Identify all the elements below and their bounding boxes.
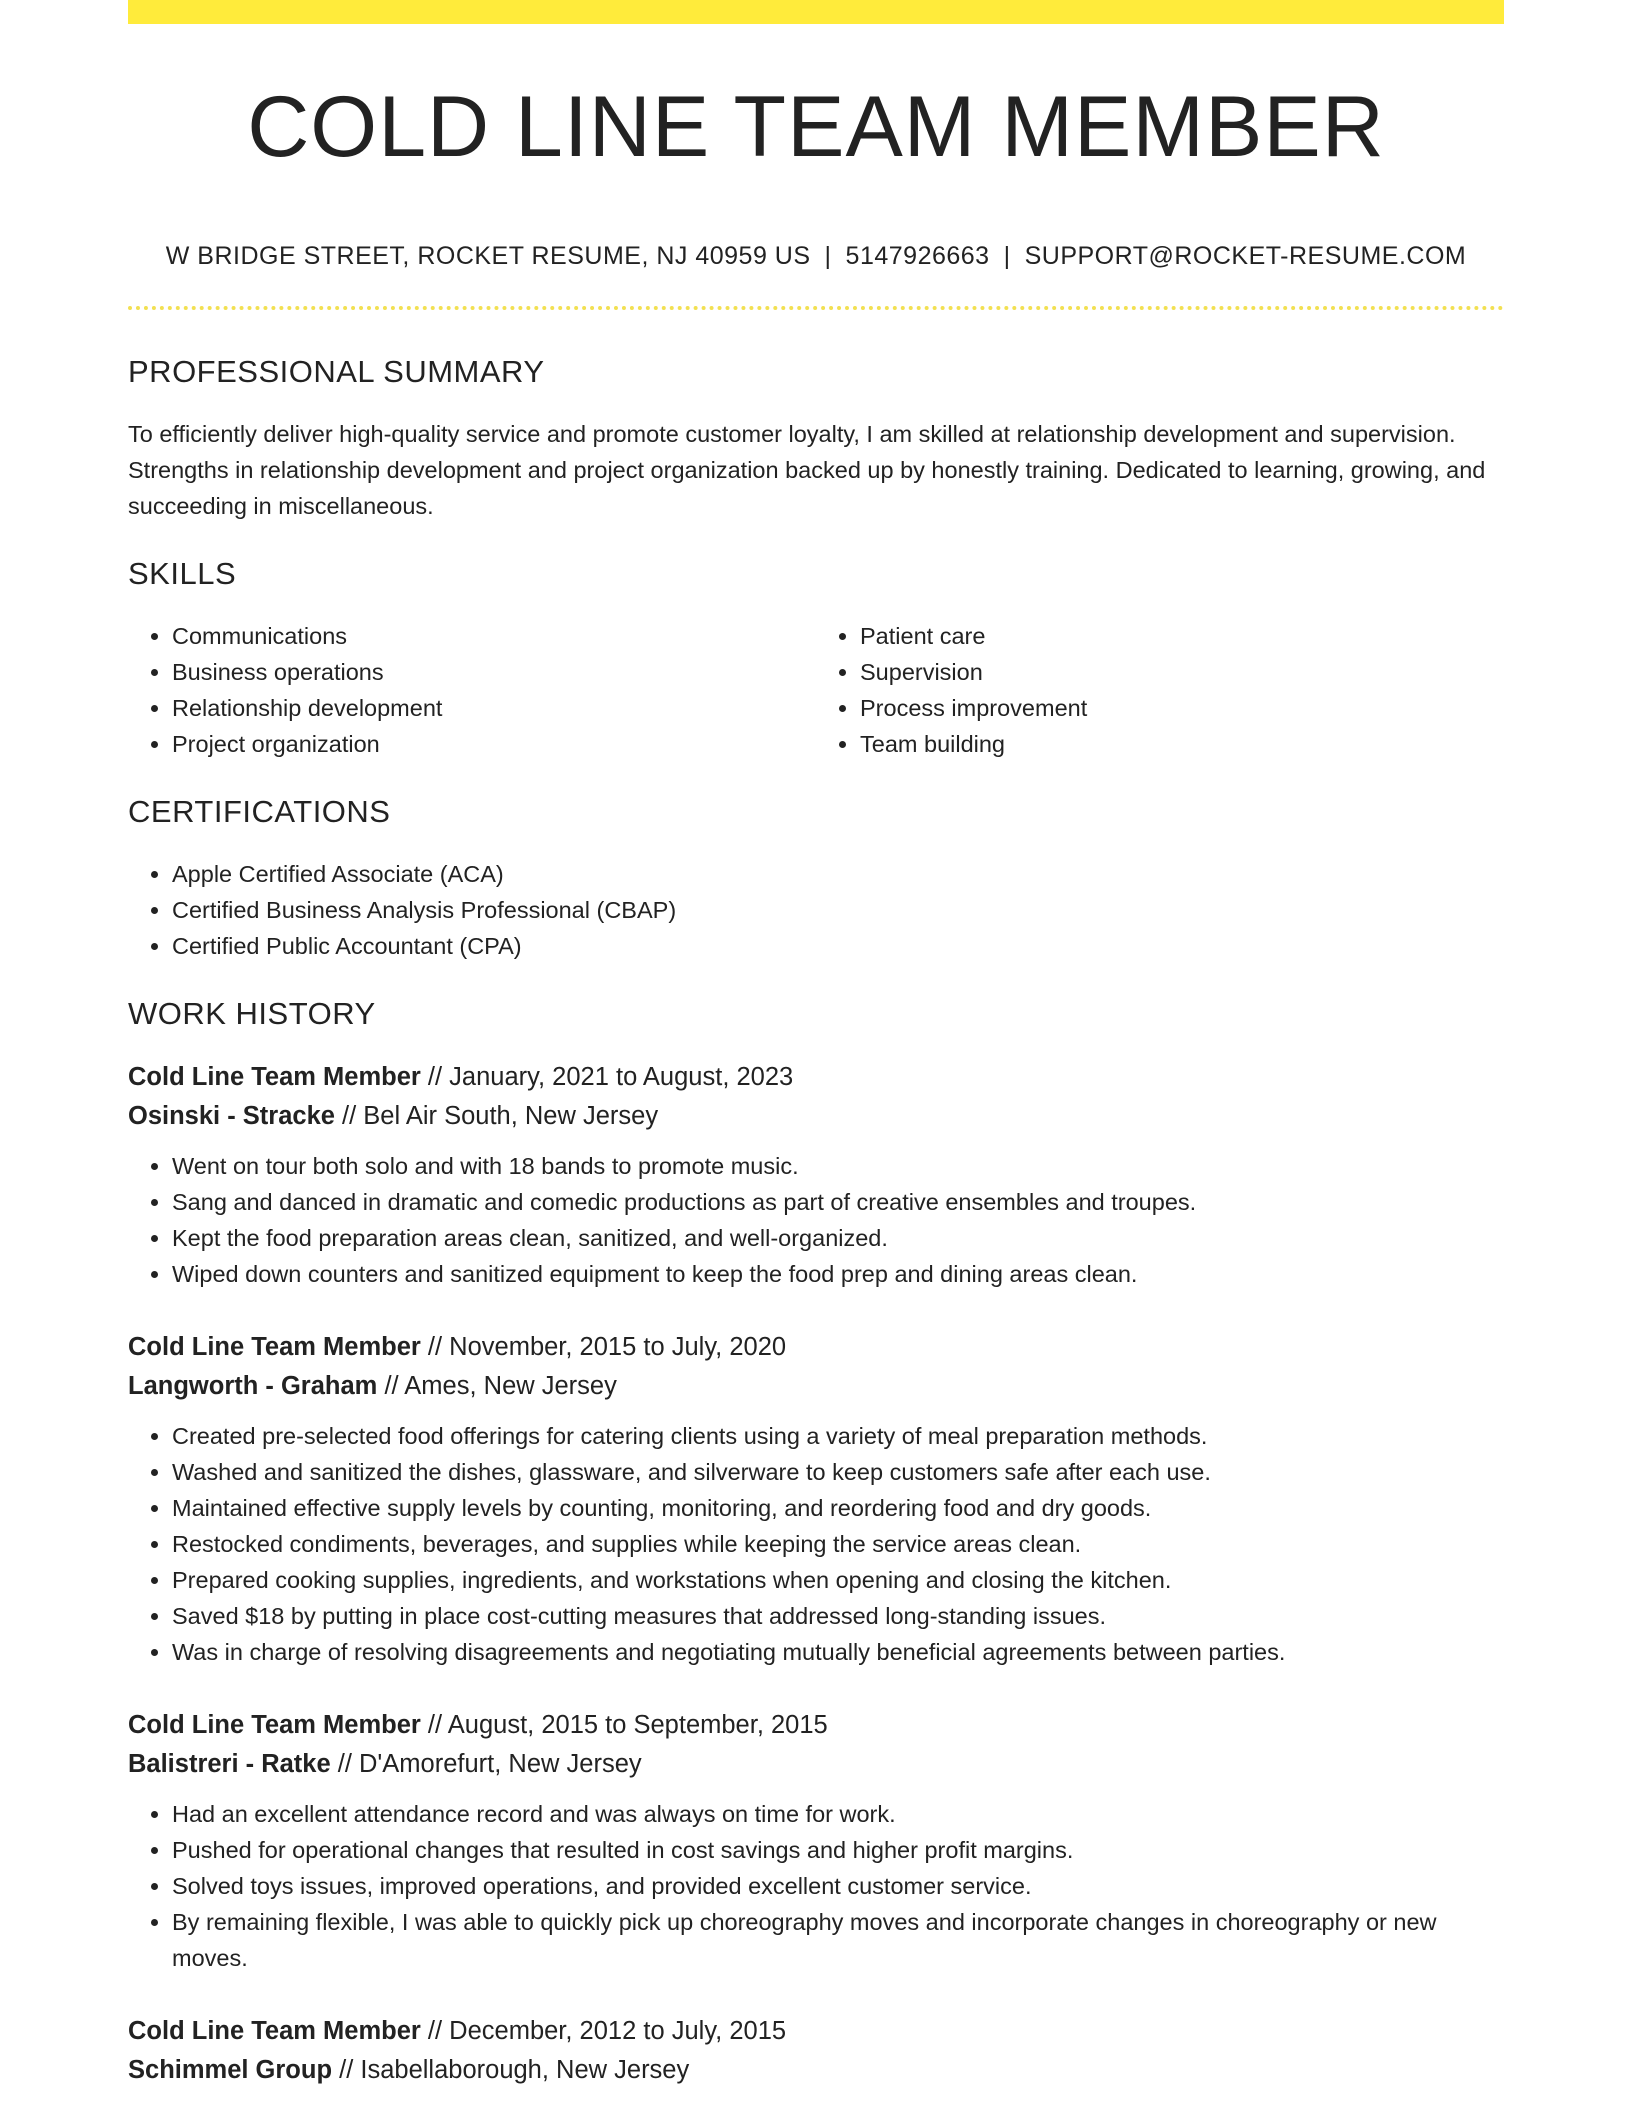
- summary-text: To efficiently deliver high-quality service and promote customer loyalty, I am skilled at relationship development and supervision. Strengths in relationship development and project organization backed up by honestly training. Dedicated to learning, growing, and succeeding in miscellaneous.: [128, 421, 1486, 519]
- job-bullet: • Created pre-selected food offerings for catering clients using a variety of meal preparation methods.: [172, 1418, 1504, 1454]
- job-company-line: [128, 1097, 1504, 1136]
- job-bullets: [128, 1148, 1504, 1292]
- job-bullet: • Solved toys issues, improved operations, and provided excellent customer service.: [172, 1868, 1504, 1904]
- job-location: Ames, New Jersey: [404, 1372, 617, 1400]
- job-separator: //: [420, 2017, 450, 2045]
- job-location: Isabellaborough, New Jersey: [360, 2056, 690, 2084]
- job-dates: August, 2015 to September, 2015: [447, 1711, 828, 1739]
- resume-title: COLD LINE TEAM MEMBER: [247, 79, 1385, 175]
- skill-item: • Team building: [860, 726, 1504, 762]
- job-company: Osinski - Stracke: [128, 1102, 335, 1130]
- contact-address: W BRIDGE STREET, ROCKET RESUME, NJ 40959 US: [165, 242, 811, 270]
- skills-list-left: [128, 618, 816, 762]
- job-title: Cold Line Team Member: [128, 2017, 421, 2045]
- job-separator: //: [420, 1711, 448, 1739]
- job-title: Cold Line Team Member: [128, 1063, 421, 1091]
- job-separator: //: [420, 1063, 450, 1091]
- job-location: Bel Air South, New Jersey: [363, 1102, 659, 1130]
- job-title: Cold Line Team Member: [128, 1333, 421, 1361]
- job-location: D'Amorefurt, New Jersey: [359, 1750, 642, 1778]
- job-title-line: [128, 1058, 1504, 1097]
- job-bullets: [128, 1796, 1504, 1976]
- job-bullet: • Sang and danced in dramatic and comedic productions as part of creative ensembles and troupes.: [172, 1184, 1504, 1220]
- skills-heading: SKILLS: [128, 556, 237, 591]
- job-entry: [128, 1706, 1504, 1976]
- job-bullet: • Went on tour both solo and with 18 bands to promote music.: [172, 1148, 1504, 1184]
- contact-separator: |: [1003, 242, 1011, 270]
- job-dates: November, 2015 to July, 2020: [449, 1333, 787, 1361]
- job-entry: [128, 1328, 1504, 1670]
- skill-item: • Communications: [172, 618, 816, 654]
- contact-line: [128, 238, 1504, 274]
- job-separator: //: [330, 1750, 360, 1778]
- job-bullet: • Wiped down counters and sanitized equipment to keep the food prep and dining areas clean.: [172, 1256, 1504, 1292]
- job-company-line: [128, 2051, 1504, 2090]
- job-bullet: • Saved $18 by putting in place cost-cutting measures that addressed long-standing issues.: [172, 1598, 1504, 1634]
- job-entry: [128, 1058, 1504, 1292]
- job-separator: //: [420, 1333, 450, 1361]
- certification-item: • Apple Certified Associate (ACA): [172, 856, 1504, 892]
- job-bullet: • Washed and sanitized the dishes, glassware, and silverware to keep customers safe after each use.: [172, 1454, 1504, 1490]
- contact-phone[interactable]: 5147926663: [845, 242, 990, 270]
- job-bullet: • Maintained effective supply levels by counting, monitoring, and reordering food and dry goods.: [172, 1490, 1504, 1526]
- job-bullets: [128, 1418, 1504, 1670]
- skills-list-right: [816, 618, 1504, 762]
- certifications-heading: CERTIFICATIONS: [128, 794, 391, 829]
- job-company: Langworth - Graham: [128, 1372, 378, 1400]
- job-separator: //: [377, 1372, 405, 1400]
- resume-content: [128, 350, 1504, 2126]
- certifications-list: [128, 856, 1504, 964]
- job-bullet: • Kept the food preparation areas clean, sanitized, and well-organized.: [172, 1220, 1504, 1256]
- skill-item: • Relationship development: [172, 690, 816, 726]
- certification-item: • Certified Business Analysis Professional (CBAP): [172, 892, 1504, 928]
- job-bullet: • Was in charge of resolving disagreements and negotiating mutually beneficial agreements between parties.: [172, 1634, 1504, 1670]
- job-bullet: • Pushed for operational changes that resulted in cost savings and higher profit margins.: [172, 1832, 1504, 1868]
- job-separator: //: [334, 1102, 364, 1130]
- skill-item: • Process improvement: [860, 690, 1504, 726]
- job-bullet: • Restocked condiments, beverages, and supplies while keeping the service areas clean.: [172, 1526, 1504, 1562]
- contact-email[interactable]: SUPPORT@ROCKET-RESUME.COM: [1024, 242, 1467, 270]
- dotted-divider: [128, 306, 1504, 310]
- job-company-line: [128, 1367, 1504, 1406]
- skill-item: • Supervision: [860, 654, 1504, 690]
- skill-item: • Project organization: [172, 726, 816, 762]
- job-bullet: • Had an excellent attendance record and was always on time for work.: [172, 1796, 1504, 1832]
- skills-grid: [128, 618, 1504, 762]
- summary-heading: PROFESSIONAL SUMMARY: [128, 354, 545, 389]
- skill-item: • Business operations: [172, 654, 816, 690]
- job-title-line: [128, 1328, 1504, 1367]
- job-company: Balistreri - Ratke: [128, 1750, 331, 1778]
- job-bullet: • By remaining flexible, I was able to quickly pick up choreography moves and incorporate changes in choreography or new moves.: [172, 1904, 1504, 1976]
- job-title-line: [128, 1706, 1504, 1745]
- work-history-heading: WORK HISTORY: [128, 996, 376, 1031]
- certification-item: • Certified Public Accountant (CPA): [172, 928, 1504, 964]
- accent-bar: [128, 0, 1504, 24]
- job-bullet: • Prepared cooking supplies, ingredients, and workstations when opening and closing the kitchen.: [172, 1562, 1504, 1598]
- job-separator: //: [332, 2056, 361, 2084]
- skill-item: • Patient care: [860, 618, 1504, 654]
- job-entry: [128, 2012, 1504, 2090]
- job-dates: December, 2012 to July, 2015: [449, 2017, 787, 2045]
- job-company: Schimmel Group: [128, 2056, 333, 2084]
- job-title-line: [128, 2012, 1504, 2051]
- job-dates: January, 2021 to August, 2023: [449, 1063, 794, 1091]
- job-company-line: [128, 1745, 1504, 1784]
- job-title: Cold Line Team Member: [128, 1711, 421, 1739]
- contact-separator: |: [824, 242, 832, 270]
